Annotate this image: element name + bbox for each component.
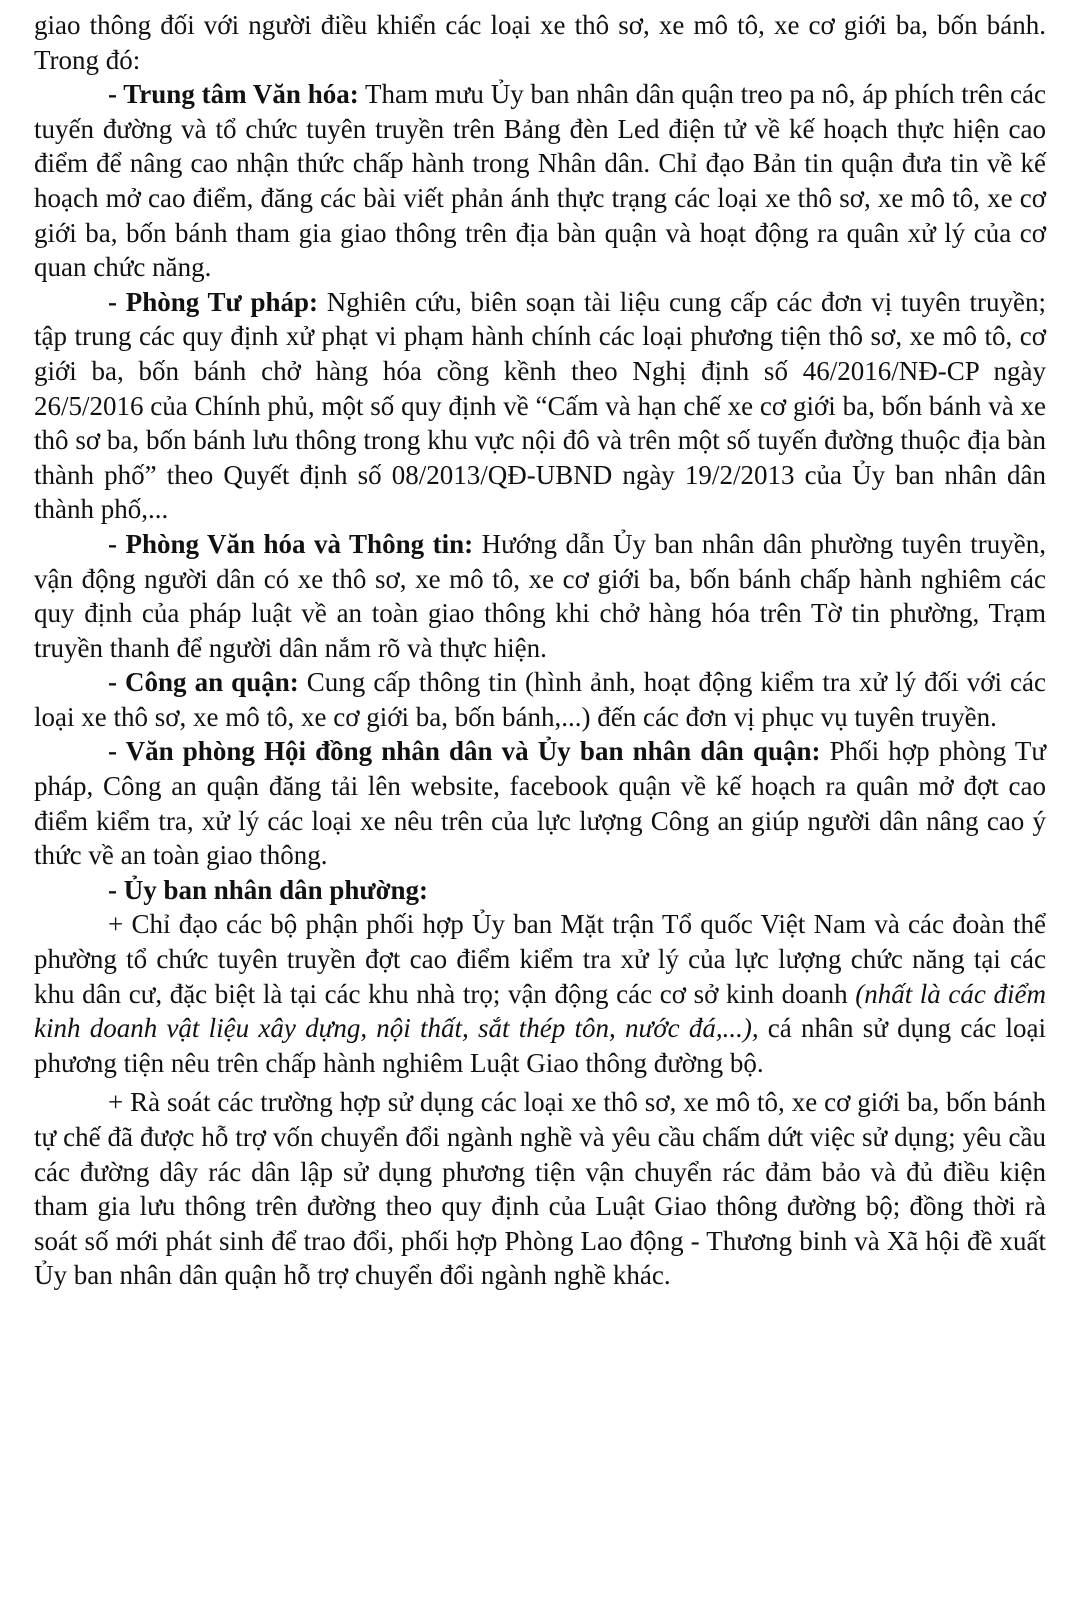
section-heading: - Trung tâm Văn hóa: xyxy=(108,79,359,110)
section-van-phong-hdnd-ubnd xyxy=(34,734,1046,872)
section-text: Phối hợp phòng Tư pháp, Công an quận đăng tải lên website, facebook quận về kế hoạch ra quân mở đợt cao điểm kiểm tra, xử lý các loại xe nêu trên của lực lượng Công an giúp người dân nâng cao ý thức về an toàn giao thông. xyxy=(34,736,1046,871)
section-heading: - Công an quận: xyxy=(108,667,299,698)
section-phong-tu-phap xyxy=(34,285,1046,527)
section-heading: - Phòng Tư pháp: xyxy=(108,286,318,317)
section-trung-tam-van-hoa xyxy=(34,77,1046,285)
section-heading: - Phòng Văn hóa và Thông tin: xyxy=(108,528,474,559)
section-ubnd-phuong xyxy=(34,873,1046,908)
ward-item-1-text-after: cá nhân sử dụng các loại phương tiện nêu trên chấp hành nghiêm Luật Giao thông đường bộ. xyxy=(34,1013,1047,1078)
section-phong-van-hoa-thong-tin xyxy=(34,527,1046,665)
intro-paragraph: giao thông đối với người điều khiển các loại xe thô sơ, xe mô tô, xe cơ giới ba, bốn bánh. Trong đó: xyxy=(34,10,1046,75)
section-heading: - Văn phòng Hội đồng nhân dân và Ủy ban nhân dân quận: xyxy=(108,736,821,767)
section-cong-an-quan xyxy=(34,665,1046,734)
section-heading: - Ủy ban nhân dân phường: xyxy=(108,874,429,905)
section-text: Hướng dẫn Ủy ban nhân dân phường tuyên truyền, vận động người dân có xe thô sơ, xe mô tô, xe cơ giới ba, bốn bánh chấp hành nghiêm các quy định của pháp luật về an toàn giao thông khi chở hàng hóa trên Tờ tin phường, Trạm truyền thanh để người dân nắm rõ và thực hiện. xyxy=(34,528,1046,663)
ward-item-1-text-before: + Chỉ đạo các bộ phận phối hợp Ủy ban Mặt trận Tổ quốc Việt Nam và các đoàn thể phường tổ chức tuyên truyền đợt cao điểm kiểm tra xử lý của lực lượng chức năng tại các khu dân cư, đặc biệt là tại các khu nhà trọ; vận động các cơ sở kinh doanh xyxy=(34,909,1046,1009)
ward-item-2: + Rà soát các trường hợp sử dụng các loại xe thô sơ, xe mô tô, xe cơ giới ba, bốn bánh tự chế đã được hỗ trợ vốn chuyển đổi ngành nghề và yêu cầu chấm dứt việc sử dụng; yêu cầu các đường dây rác dân lập sử dụng phương tiện vận chuyển rác đảm bảo và đủ điều kiện tham gia lưu thông trên đường theo quy định của Luật Giao thông đường bộ; đồng thời rà soát số mới phát sinh để trao đổi, phối hợp Phòng Lao động - Thương binh và Xã hội đề xuất Ủy ban nhân dân quận hỗ trợ chuyển đổi ngành nghề khác. xyxy=(34,1087,1046,1291)
ward-item-1-italic-note: (nhất là các điểm kinh doanh vật liệu xây dựng, nội thất, sắt thép tôn, nước đá,...), xyxy=(34,978,1046,1044)
ward-item-1 xyxy=(34,907,1046,1080)
section-text: Nghiên cứu, biên soạn tài liệu cung cấp các đơn vị tuyên truyền; tập trung các quy định xử phạt vi phạm hành chính các loại phương tiện thô sơ, xe mô tô, cơ giới ba, bốn bánh chở hàng hóa cồng kềnh theo Nghị định số 46/2016/NĐ-CP ngày 26/5/2016 của Chính phủ, một số quy định về “Cấm và hạn chế xe cơ giới ba, bốn bánh và xe thô sơ ba, bốn bánh lưu thông trong khu vực nội đô và trên một số tuyến đường thuộc địa bàn thành phố” theo Quyết định số 08/2013/QĐ-UBND ngày 19/2/2013 của Ủy ban nhân dân thành phố,... xyxy=(34,286,1047,525)
section-text: Tham mưu Ủy ban nhân dân quận treo pa nô, áp phích trên các tuyến đường và tổ chức tuyên truyền trên Bảng đèn Led điện tử về kế hoạch thực hiện cao điểm để nâng cao nhận thức chấp hành trong Nhân dân. Chỉ đạo Bản tin quận đưa tin về kế hoạch mở cao điểm, đăng các bài viết phản ánh thực trạng các loại xe thô sơ, xe mô tô, xe cơ giới ba, bốn bánh tham gia giao thông trên địa bàn quận và hoạt động ra quân xử lý của cơ quan chức năng. xyxy=(34,79,1046,283)
section-text: Cung cấp thông tin (hình ảnh, hoạt động kiểm tra xử lý đối với các loại xe thô sơ, xe mô tô, xe cơ giới ba, bốn bánh,...) đến các đơn vị phục vụ tuyên truyền. xyxy=(34,667,1046,732)
